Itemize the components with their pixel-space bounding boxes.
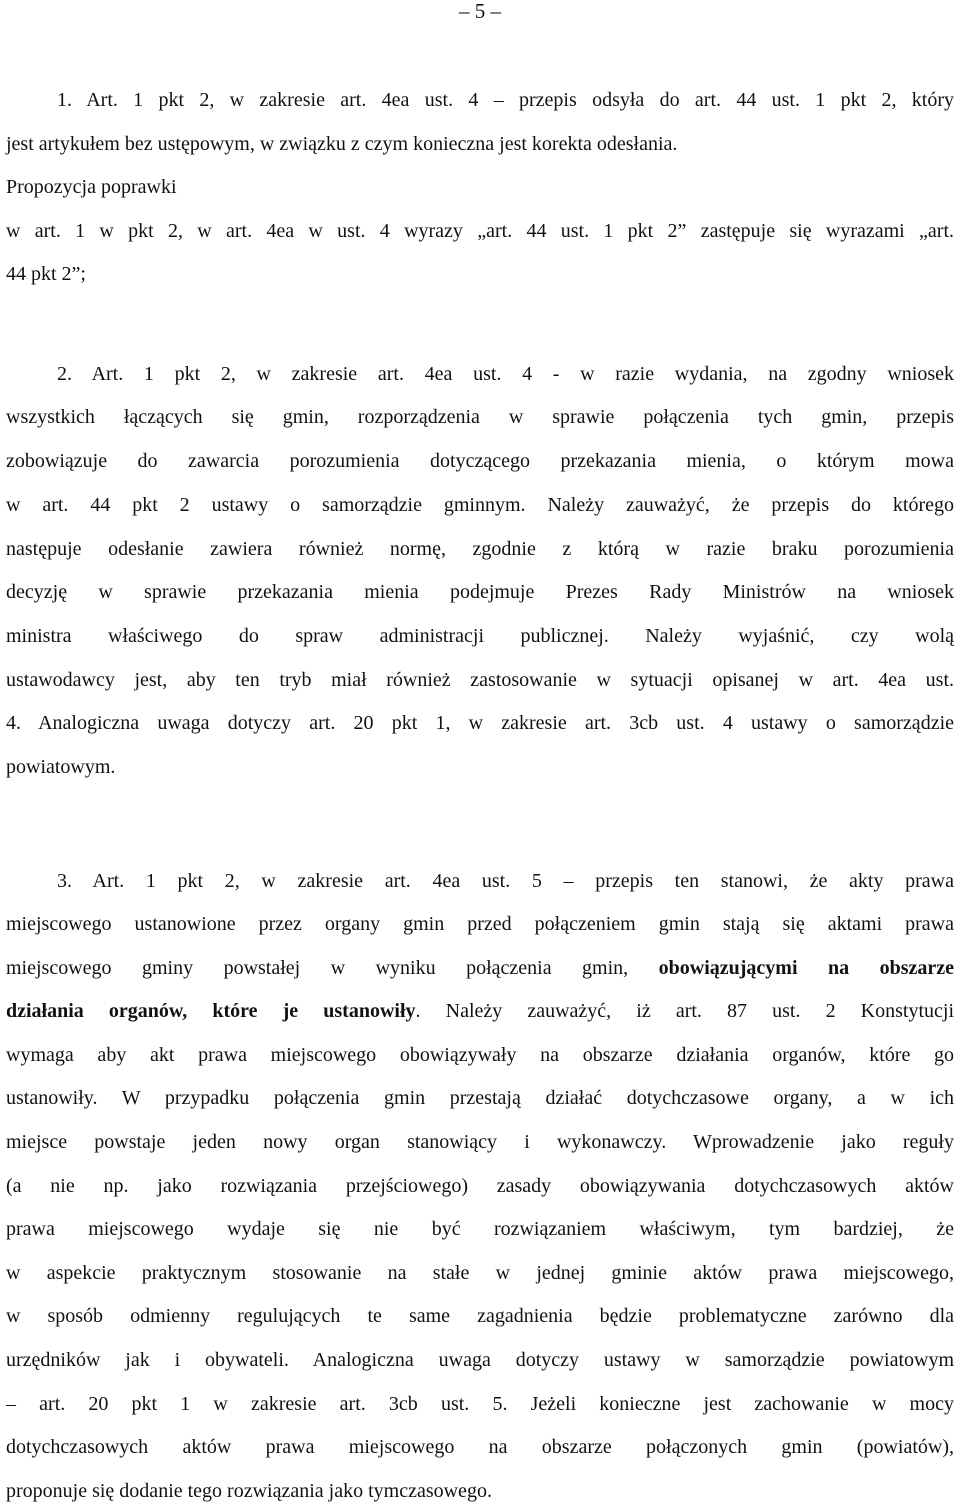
section1-line: 44 pkt 2”; [6,263,86,285]
section3-line: dotychczasowych aktów prawa miejscowego na obszarze połączonych gmin (powiatów), [6,1436,954,1458]
section3-line: miejscowego ustanowione przez organy gmin przed połączeniem gmin stają się aktami prawa [6,913,954,935]
section3-text: miejscowego gminy powstałej w wyniku połączenia gmin, [6,957,659,979]
section2-line: ustawodawcy jest, aby ten tryb miał również zastosowanie w sytuacji opisanej w art. 4ea ust. [6,669,954,691]
section3-emphasis: obowiązującymi na obszarze [658,957,954,979]
section3-line: prawa miejscowego wydaje się nie być rozwiązaniem właściwym, tym bardziej, że [6,1218,954,1240]
section1-line: w art. 1 w pkt 2, w art. 4ea w ust. 4 wyrazy „art. 44 ust. 1 pkt 2” zastępuje się wyrazami „art. [6,220,954,242]
section3-line: (a nie np. jako rozwiązania przejściowego) zasady obowiązywania dotychczasowych aktów [6,1175,954,1197]
section3-text: . Należy zauważyć, iż art. 87 ust. 2 Konstytucji [415,1000,955,1022]
section3-line: w aspekcie praktycznym stosowanie na stałe w jednej gminie aktów prawa miejscowego, [6,1262,954,1284]
section2-line: powiatowym. [6,756,116,778]
section1-line: jest artykułem bez ustępowym, w związku z czym konieczna jest korekta odesłania. [6,133,678,155]
section2-line: następuje odesłanie zawiera również normę, zgodnie z którą w razie braku porozumienia [6,538,954,560]
section3-line [6,998,954,1024]
section3-line: 3. Art. 1 pkt 2, w zakresie art. 4ea ust. 5 – przepis ten stanowi, że akty prawa [57,870,954,892]
section3-line: proponuje się dodanie tego rozwiązania jako tymczasowego. [6,1480,492,1502]
section2-line: decyzję w sprawie przekazania mienia podejmuje Prezes Rady Ministrów na wniosek [6,581,954,603]
section2-line: 4. Analogiczna uwaga dotyczy art. 20 pkt 1, w zakresie art. 3cb ust. 4 ustawy o samorządzie [6,712,954,734]
section2-line: 2. Art. 1 pkt 2, w zakresie art. 4ea ust. 4 - w razie wydania, na zgodny wniosek [57,363,954,385]
section2-line: ministra właściwego do spraw administracji publicznej. Należy wyjaśnić, czy wolą [6,625,954,647]
section3-line [6,955,954,981]
section2-line: zobowiązuje do zawarcia porozumienia dotyczącego przekazania mienia, o którym mowa [6,450,954,472]
section3-line: w sposób odmienny regulujących te same zagadnienia będzie problematyczne zarówno dla [6,1305,954,1327]
page-number: – 5 – [459,0,501,23]
section3-line: ustanowiły. W przypadku połączenia gmin przestają działać dotychczasowe organy, a w ich [6,1087,954,1109]
section3-line: urzędników jak i obywateli. Analogiczna uwaga dotyczy ustawy w samorządzie powiatowym [6,1349,954,1371]
section2-line: wszystkich łączących się gmin, rozporządzenia w sprawie połączenia tych gmin, przepis [6,406,954,428]
section2-line: w art. 44 pkt 2 ustawy o samorządzie gminnym. Należy zauważyć, że przepis do którego [6,494,954,516]
section3-line: miejsce powstaje jeden nowy organ stanowiący i wykonawczy. Wprowadzenie jako reguły [6,1131,954,1153]
section1-line: 1. Art. 1 pkt 2, w zakresie art. 4ea ust. 4 – przepis odsyła do art. 44 ust. 1 pkt 2, który [57,89,954,111]
section3-line: – art. 20 pkt 1 w zakresie art. 3cb ust. 5. Jeżeli konieczne jest zachowanie w mocy [6,1393,954,1415]
section3-line: wymaga aby akt prawa miejscowego obowiązywały na obszarze działania organów, które go [6,1044,954,1066]
section3-emphasis: działania organów, które je ustanowiły [6,1000,416,1022]
proposal-heading: Propozycja poprawki [6,176,177,198]
